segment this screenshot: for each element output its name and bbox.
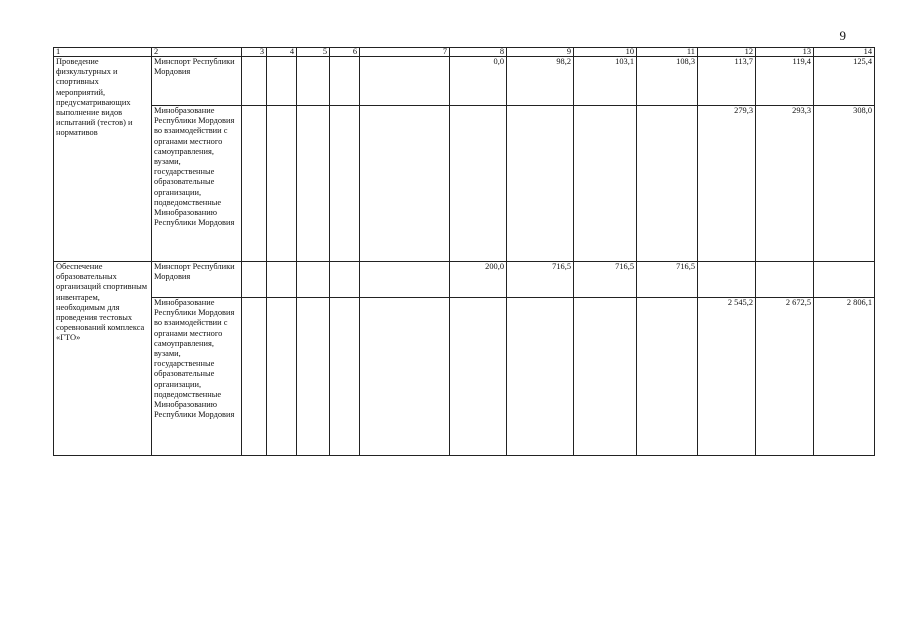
activity-cell: Обеспечение образовательных организаций спортивным инвентарем, необходимым для проведения тестовых соревнований комплекса «ГТО»: [54, 262, 152, 456]
value-cell: [330, 106, 360, 262]
value-cell: 716,5: [507, 262, 574, 298]
header-cell: 10: [574, 48, 637, 57]
value-cell: [574, 106, 637, 262]
value-cell: [297, 298, 330, 456]
header-row: [54, 48, 875, 57]
value-cell: [242, 57, 267, 106]
header-cell: 4: [267, 48, 297, 57]
header-cell: 13: [756, 48, 814, 57]
budget-table: [53, 47, 875, 456]
table-row: [54, 57, 875, 106]
value-cell: 279,3: [698, 106, 756, 262]
header-cell: 8: [450, 48, 507, 57]
value-cell: [267, 106, 297, 262]
value-cell: 113,7: [698, 57, 756, 106]
value-cell: [450, 106, 507, 262]
value-cell: [330, 298, 360, 456]
executor-cell: Минспорт Республики Мордовия: [152, 262, 242, 298]
table-row: [54, 298, 875, 456]
value-cell: [360, 106, 450, 262]
value-cell: [507, 106, 574, 262]
value-cell: [450, 298, 507, 456]
header-cell: 11: [637, 48, 698, 57]
value-cell: [297, 262, 330, 298]
activity-cell: Проведение физкультурных и спортивных мероприятий, предусматривающих выполнение видов испытаний (тестов) и нормативов: [54, 57, 152, 262]
value-cell: [360, 57, 450, 106]
header-cell: 6: [330, 48, 360, 57]
header-cell: 5: [297, 48, 330, 57]
value-cell: 103,1: [574, 57, 637, 106]
header-cell: 1: [54, 48, 152, 57]
header-cell: 2: [152, 48, 242, 57]
value-cell: [360, 262, 450, 298]
value-cell: [267, 262, 297, 298]
value-cell: [637, 106, 698, 262]
value-cell: [267, 298, 297, 456]
header-cell: 7: [360, 48, 450, 57]
value-cell: 108,3: [637, 57, 698, 106]
value-cell: [242, 106, 267, 262]
executor-cell: Минобразование Республики Мордовия во взаимодействии с органами местного самоуправления, вузами, государственные образовательные организации, подведомственные Минобразованию Республики Мордовия: [152, 298, 242, 456]
value-cell: [242, 262, 267, 298]
header-cell: 14: [814, 48, 875, 57]
table-row: [54, 106, 875, 262]
value-cell: [698, 262, 756, 298]
value-cell: [637, 298, 698, 456]
value-cell: [297, 57, 330, 106]
header-cell: 9: [507, 48, 574, 57]
value-cell: [574, 298, 637, 456]
table-row: [54, 262, 875, 298]
value-cell: 125,4: [814, 57, 875, 106]
executor-cell: Минобразование Республики Мордовия во взаимодействии с органами местного самоуправления, вузами, государственные образовательные организации, подведомственные Минобразованию Республики Мордовия: [152, 106, 242, 262]
value-cell: 200,0: [450, 262, 507, 298]
value-cell: 716,5: [574, 262, 637, 298]
value-cell: 119,4: [756, 57, 814, 106]
value-cell: 2 806,1: [814, 298, 875, 456]
value-cell: [756, 262, 814, 298]
value-cell: 0,0: [450, 57, 507, 106]
header-cell: 12: [698, 48, 756, 57]
value-cell: [267, 57, 297, 106]
value-cell: [814, 262, 875, 298]
value-cell: [330, 57, 360, 106]
executor-cell: Минспорт Республики Мордовия: [152, 57, 242, 106]
value-cell: 2 545,2: [698, 298, 756, 456]
value-cell: 716,5: [637, 262, 698, 298]
page-number: 9: [839, 28, 846, 43]
value-cell: [507, 298, 574, 456]
value-cell: [330, 262, 360, 298]
value-cell: 2 672,5: [756, 298, 814, 456]
value-cell: 308,0: [814, 106, 875, 262]
value-cell: [360, 298, 450, 456]
value-cell: 293,3: [756, 106, 814, 262]
header-cell: 3: [242, 48, 267, 57]
value-cell: [242, 298, 267, 456]
value-cell: [297, 106, 330, 262]
value-cell: 98,2: [507, 57, 574, 106]
